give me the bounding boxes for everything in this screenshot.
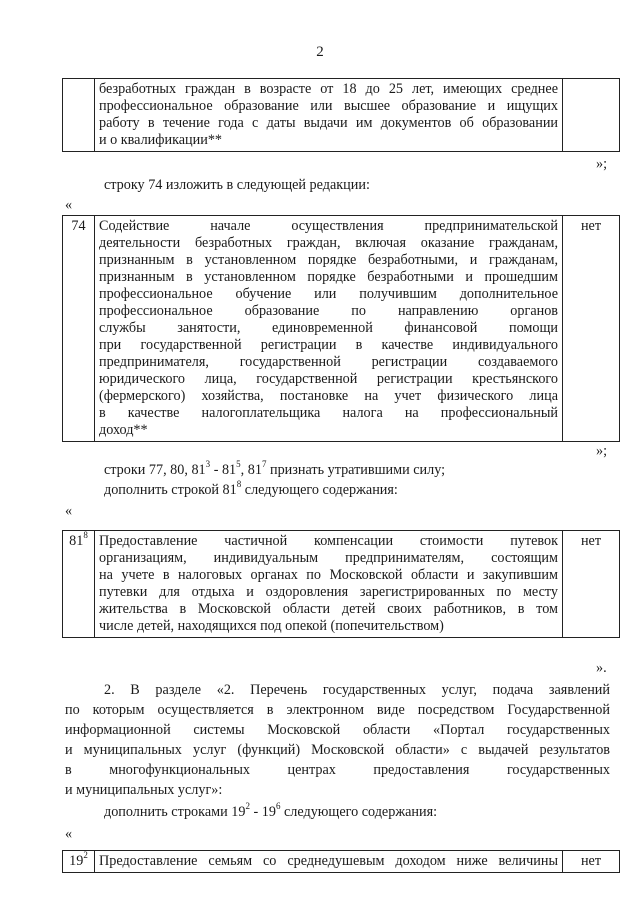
text-line: профессиональное обучение или получившим дополнительное xyxy=(99,286,558,302)
text-line: работу в течение года с даты выдачи им документов об образовании xyxy=(99,115,558,131)
row-value-cell: нет xyxy=(563,531,620,638)
text-line: (фермерского) хозяйства, постановке на учет физического лица xyxy=(99,388,558,404)
opening-quote: « xyxy=(65,503,73,519)
text-line: Предоставление частичной компенсации стоимости путевок xyxy=(99,533,558,549)
row-number-cell xyxy=(63,79,95,152)
instruction-line: строки 77, 80, $81^3 - 81^5$, $81^7$ признать утратившими силу; xyxy=(104,459,446,478)
text-line: жительства в Московской области детей своих работников, в том xyxy=(99,601,558,617)
table-row-81-8 xyxy=(62,530,620,638)
text-line: профессиональное образование или высшее образование и ищущих xyxy=(99,98,558,114)
text-line: на учете в налоговых органах по Московской области и закупившим xyxy=(99,567,558,583)
text-line: профессиональное образование по направлению органов xyxy=(99,303,558,319)
row-value-cell: нет xyxy=(563,851,620,873)
text-line: доход** xyxy=(99,422,148,438)
text-line: организациям, индивидуальным предпринимателям, состоящим xyxy=(99,550,558,566)
table-row-74 xyxy=(62,215,620,442)
text-line: и о квалификации** xyxy=(99,132,223,148)
instruction-line: дополнить строкой $81^8$ следующего содержания: xyxy=(104,479,398,498)
paragraph-line: и муниципальных услуг»: xyxy=(65,782,223,798)
row-number-cell: $19^2$ xyxy=(63,851,95,873)
paragraph-line: по которым осуществляется в электронном виде посредством Государственной xyxy=(65,702,610,718)
paragraph-line: и муниципальных услуг (функций) Московской области» с выдачей результатов xyxy=(65,742,610,758)
text-line: деятельности безработных граждан, включая оказание гражданам, xyxy=(99,235,558,251)
row-description-cell xyxy=(95,531,563,638)
section-paragraph xyxy=(65,682,610,802)
paragraph-line: информационной системы Московской области «Портал государственных xyxy=(65,722,610,738)
table-row-continuation xyxy=(62,78,620,152)
text-line: Предоставление семьям со среднедушевым доходом ниже величины xyxy=(99,853,558,869)
row-description-cell xyxy=(95,216,563,442)
text-line: Содействие начале осуществления предпринимательской xyxy=(99,218,558,234)
opening-quote: « xyxy=(65,826,73,842)
page-number: 2 xyxy=(316,44,324,60)
paragraph-line: 2. В разделе «2. Перечень государственных услуг, подача заявлений xyxy=(104,682,610,698)
row-description-cell xyxy=(95,851,563,873)
text-line: при государственной регистрации в качестве индивидуального xyxy=(99,337,558,353)
instruction-line: строку 74 изложить в следующей редакции: xyxy=(104,177,370,193)
text-line: юридического лица, государственной регистрации крестьянского xyxy=(99,371,558,387)
row-value-cell xyxy=(563,79,620,152)
opening-quote: « xyxy=(65,197,73,213)
text-line: путевки для отдыха и оздоровления зарегистрированных по месту xyxy=(99,584,558,600)
closing-quote: ». xyxy=(596,660,607,676)
text-line: предпринимателя, государственной регистрации создаваемого xyxy=(99,354,558,370)
text-line: в качестве налогоплательщика налога на профессиональный xyxy=(99,405,558,421)
row-number-cell: $81^8$ xyxy=(63,531,95,638)
table-row-19-2 xyxy=(62,850,620,873)
text-line: признанным в установленном порядке безработными, и гражданам, xyxy=(99,252,558,268)
row-value-cell: нет xyxy=(563,216,620,442)
text-line: безработных граждан в возрасте от 18 до 25 лет, имеющих среднее xyxy=(99,81,558,97)
row-number-cell: 74 xyxy=(63,216,95,442)
closing-quote: »; xyxy=(596,443,608,459)
row-description-cell xyxy=(95,79,563,152)
text-line: службы занятости, единовременной финансовой помощи xyxy=(99,320,558,336)
text-line: признанным в установленном порядке безработными и прошедшим xyxy=(99,269,558,285)
text-line: числе детей, находящихся под опекой (попечительством) xyxy=(99,618,444,634)
instruction-line: дополнить строками $19^2 - 19^6$ следующего содержания: xyxy=(104,801,438,820)
paragraph-line: в многофункциональных центрах предоставления государственных xyxy=(65,762,610,778)
closing-quote: »; xyxy=(596,156,608,172)
